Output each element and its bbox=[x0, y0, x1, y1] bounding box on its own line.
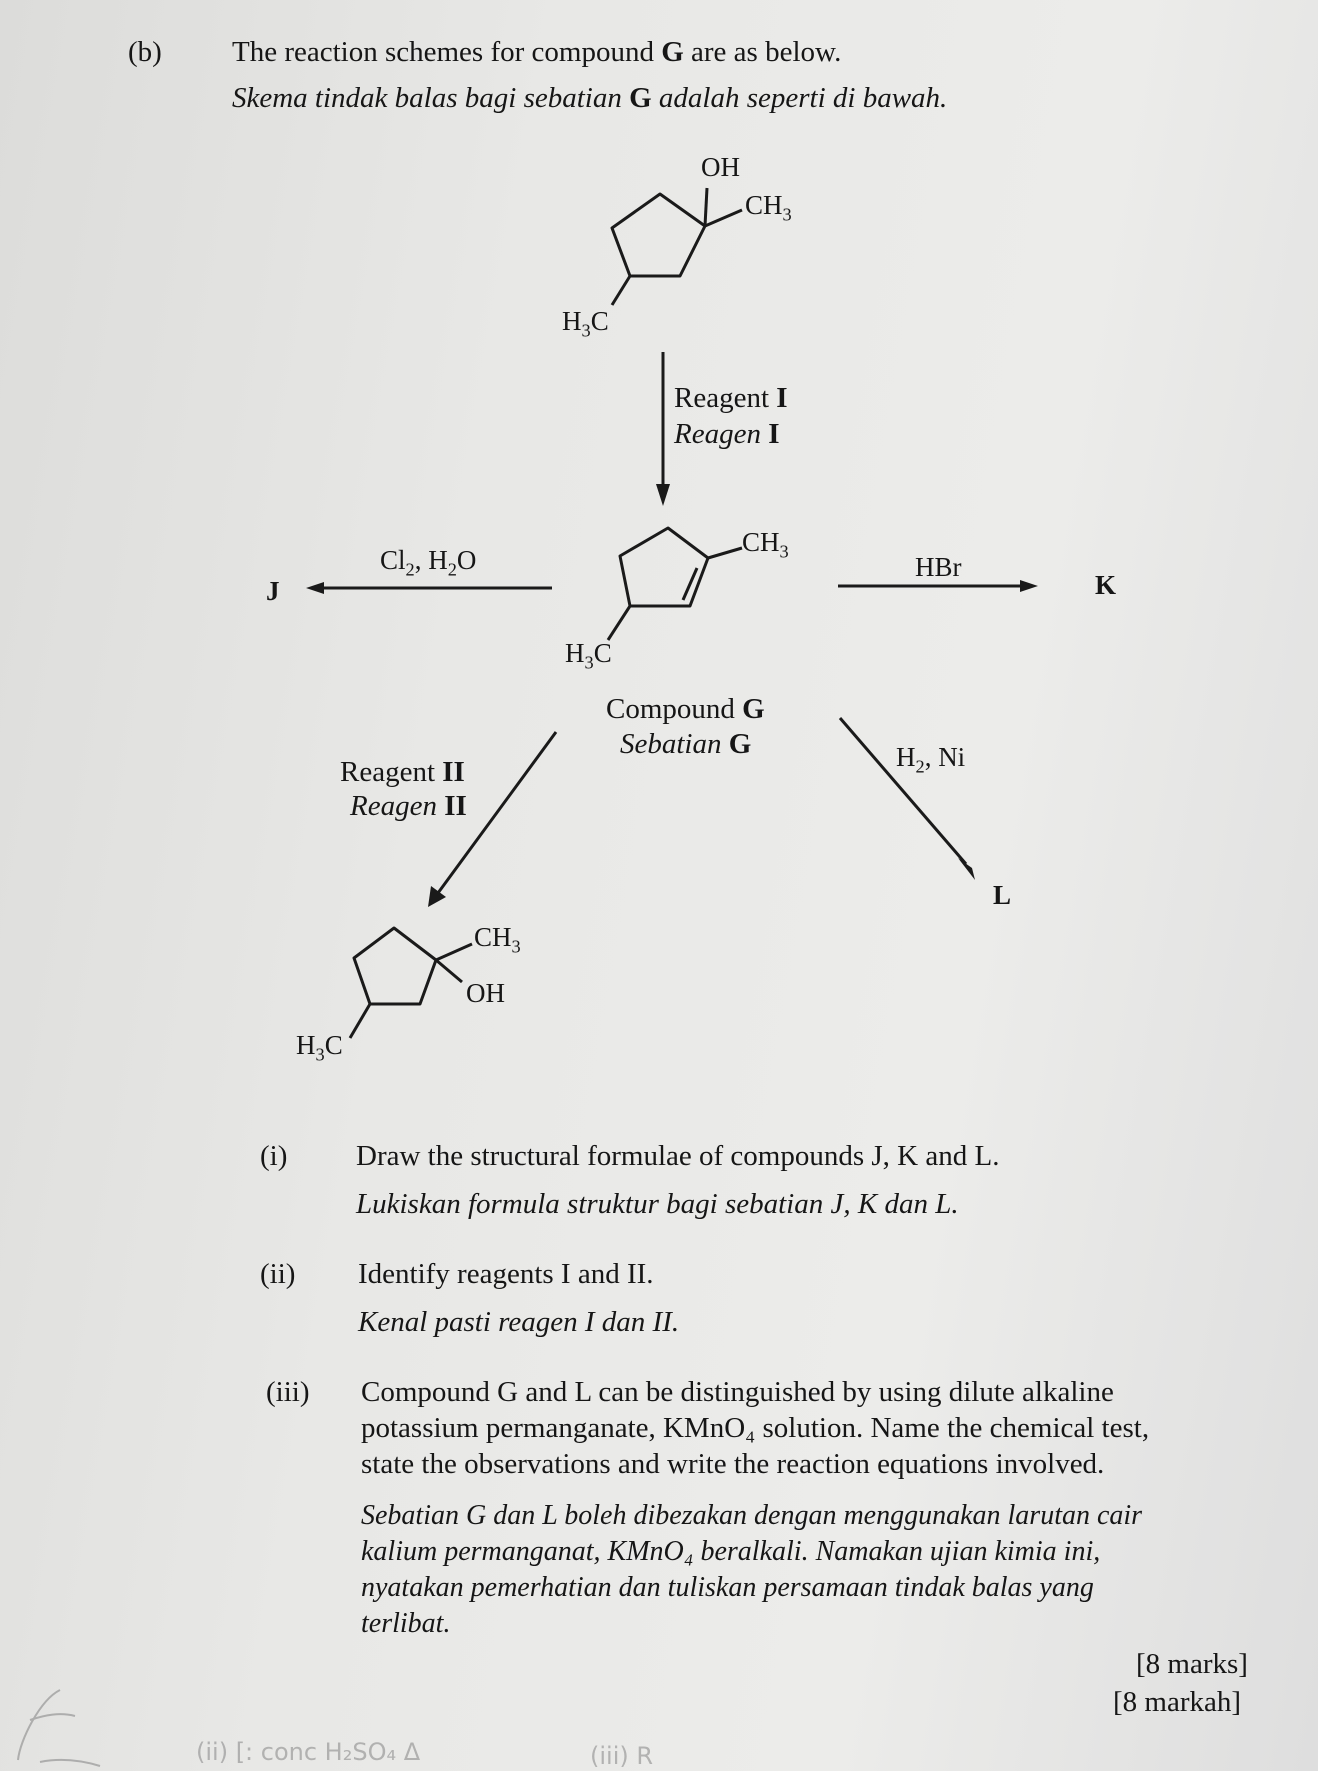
compound-g-english: Compound G bbox=[606, 693, 765, 725]
reagent-i-english: Reagent I bbox=[674, 382, 788, 414]
center-h3c-label: $H_3C$ bbox=[565, 638, 612, 673]
question-ii-english: Identify reagents I and II. bbox=[358, 1258, 654, 1290]
marks-malay: [8 markah] bbox=[1113, 1686, 1242, 1718]
center-ch3-label: $CH_3$ bbox=[742, 527, 789, 562]
hbr-label: HBr bbox=[915, 552, 962, 582]
reagent-i-malay: Reagen I bbox=[674, 418, 780, 450]
bottom-oh-label: OH bbox=[466, 978, 505, 1008]
reagent-ii-malay: Reagen II bbox=[350, 790, 467, 822]
handwritten-note-right: (iii) R bbox=[590, 1742, 654, 1770]
intro-english: The reaction schemes for compound G are as below. bbox=[232, 36, 842, 68]
top-ch3-label: $CH_3$ bbox=[745, 190, 792, 225]
question-iii-malay-line-2: kalium permanganat, KMnO₄ beralkali. Namakan ujian kimia ini, bbox=[361, 1536, 1101, 1567]
top-h3c-label: $H_3C$ bbox=[562, 306, 609, 341]
part-label: (b) bbox=[128, 36, 162, 68]
question-iii-malay-line-1: Sebatian G dan L boleh dibezakan dengan menggunakan larutan cair bbox=[361, 1500, 1143, 1531]
question-iii-english-line-1: Compound G and L can be distinguished by using dilute alkaline bbox=[361, 1376, 1114, 1408]
question-ii-malay: Kenal pasti reagen I dan II. bbox=[358, 1306, 680, 1338]
product-l: L bbox=[993, 880, 1012, 910]
question-ii-number: (ii) bbox=[260, 1258, 296, 1290]
question-iii-english-line-2: potassium permanganate, KMnO₄ solution. Name the chemical test, bbox=[361, 1412, 1150, 1444]
product-j: J bbox=[266, 576, 280, 606]
cl2-h2o-label: $Cl_2$, $H_2O$ bbox=[380, 545, 477, 580]
question-iii-number: (iii) bbox=[266, 1376, 310, 1408]
top-oh-label: OH bbox=[701, 152, 740, 182]
question-iii-malay-line-3: nyatakan pemerhatian dan tuliskan persamaan tindak balas yang bbox=[361, 1572, 1094, 1603]
intro-malay: Skema tindak balas bagi sebatian G adalah seperti di bawah. bbox=[232, 82, 948, 114]
question-i-number: (i) bbox=[260, 1140, 288, 1172]
h2-ni-label: $H_2$, Ni bbox=[896, 742, 966, 777]
question-i-malay: Lukiskan formula struktur bagi sebatian J, K dan L. bbox=[356, 1188, 959, 1220]
bottom-h3c-label: $H_3C$ bbox=[296, 1030, 343, 1065]
handwritten-note-left: (ii) [: conc H₂SO₄ Δ bbox=[196, 1738, 421, 1766]
product-k: K bbox=[1095, 570, 1117, 600]
compound-g-malay: Sebatian G bbox=[620, 728, 752, 760]
marks-english: [8 marks] bbox=[1136, 1648, 1248, 1680]
question-i-english: Draw the structural formulae of compounds J, K and L. bbox=[356, 1140, 1000, 1172]
question-iii-english-line-3: state the observations and write the reaction equations involved. bbox=[361, 1448, 1105, 1480]
reagent-ii-english: Reagent II bbox=[340, 756, 465, 788]
question-iii-malay-line-4: terlibat. bbox=[361, 1608, 451, 1639]
bottom-ch3-label: $CH_3$ bbox=[474, 922, 521, 957]
